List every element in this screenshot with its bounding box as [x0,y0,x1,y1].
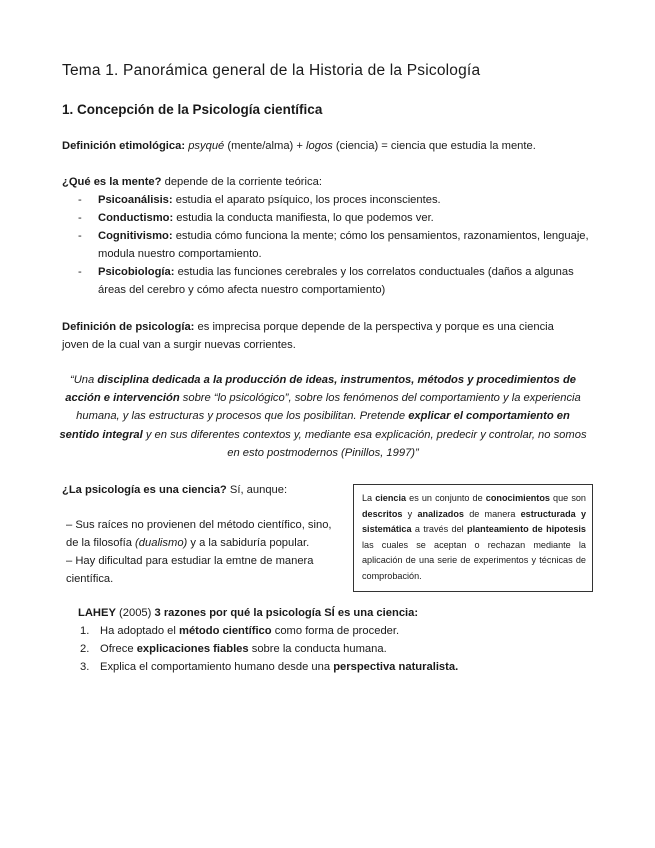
caveat-line-3: – Hay dificultad para estudiar la emtne de manera [66,555,314,567]
definition-text-1: es imprecisa porque depende de la perspectiva y porque es una ciencia [194,321,554,333]
box-text: de manera [463,508,521,519]
box-bold: descritos [362,508,403,519]
section-heading: 1. Concepción de la Psicología científica [62,102,323,117]
current-term: Cognitivismo: [98,230,173,242]
list-item [80,658,560,676]
etymology-label: Definición etimológica: [62,140,186,152]
quote-bold-1: disciplina dedicada a la producción de ideas, instrumentos, métodos y procedimientos de acción e intervención [65,374,577,405]
pinillos-quote [58,371,588,462]
reason-text: Ha adoptado el [100,625,179,637]
page-title: Tema 1. Panorámica general de la Historia de la Psicología [62,62,481,79]
reason-text-end: sobre la conducta humana. [248,643,387,655]
quote-text-2: sobre “lo psicológico”, sobre los fenómenos del comportamiento y la experiencia humana, y las estructuras y procesos que los posibilitan. Pretende [76,392,581,423]
caveat-line-4: científica. [66,573,114,585]
reason-bold: explicaciones fiables [136,643,249,655]
box-bold: ciencia [375,493,407,503]
reason-text-end: como forma de proceder. [271,625,400,637]
reason-text: Ofrece [100,643,137,655]
lahey-heading [78,604,418,622]
quote-text-1: “Una [69,374,98,386]
reason-bold: método científico [179,625,272,637]
box-text: es un conjunto de [406,493,486,503]
current-term: Psicoanálisis: [98,194,173,206]
science-answer: Sí, aunque: [226,484,288,496]
box-text: La [362,493,376,503]
list-item [80,640,560,658]
quote-bold-2: explicar el comportamiento en sentido integral [59,410,570,441]
quote-text-3: y en sus diferentes contextos y, mediante esa explicación, predecir y controlar, no somos en esto postmodernos (Pinillos, 1997)” [142,428,587,459]
current-text: estudia la conducta manifiesta, lo que podemos ver. [173,212,434,224]
lahey-claim: 3 razones por qué la psicología SÍ es una ciencia: [154,607,419,619]
box-text: que son [549,493,586,503]
reason-bold: perspectiva naturalista. [333,661,459,673]
reasons-list [80,622,560,676]
science-question-line [62,481,287,499]
definition-line-2: joven de la cual van a surgir nuevas corrientes. [62,339,296,351]
current-text: estudia cómo funciona la mente; cómo los pensamientos, razonamientos, lenguaje, modula nuestro comportamiento. [98,230,589,260]
current-text: estudia las funciones cerebrales y los correlatos conductuales (daños a algunas áreas del cerebro y cómo afecta nuestro comportamiento) [98,266,574,296]
box-text: a través del [411,524,468,535]
box-text: y [402,508,418,519]
caveat-line-2 [66,534,351,552]
reason-number: 2. [80,643,90,655]
caveat-text: de la filosofía [66,537,136,549]
science-caveats [66,516,351,588]
box-bold: analizados [417,508,464,519]
science-question: ¿La psicología es una ciencia? [62,484,227,496]
etymology-word-logos: logos [306,140,333,152]
current-term: Psicobiología: [98,266,175,278]
mind-question-text: depende de la corriente teórica: [161,176,322,188]
definition-line-1 [62,318,602,336]
etymology-text-1: (mente/alma) + [224,140,307,152]
box-text: las cuales se aceptan o rechazan mediante la aplicación de una serie de experimentos y técnicas de comprobación. [362,539,586,581]
list-item [78,227,598,263]
lahey-year: (2005) [115,607,155,619]
theoretical-currents-list [78,191,598,299]
mind-question-line [62,173,322,191]
caveat-dualism: (dualismo) [135,537,188,549]
reason-number: 3. [80,661,90,673]
lahey-author: LAHEY [78,607,116,619]
etymology-definition [62,137,536,155]
psychology-definition [62,318,602,354]
current-text: estudia el aparato psíquico, los proces inconscientes. [172,194,441,206]
reason-number: 1. [80,625,90,637]
box-bold: planteamiento de hipotesis [467,524,586,535]
etymology-text-2: (ciencia) = ciencia que estudia la mente. [332,140,536,152]
definition-label: Definición de psicología: [62,321,195,333]
caveat-line-1: – Sus raíces no provienen del método científico, sino, [66,519,332,531]
box-bold: conocimientos [485,493,550,503]
list-item [78,191,598,209]
list-item [80,622,560,640]
box-bold: estructurada y sistemática [362,508,587,535]
list-item [78,263,598,299]
etymology-word-psyque: psyqué [188,140,225,152]
mind-question: ¿Qué es la mente? [62,176,162,188]
science-definition-box [353,484,593,592]
list-item [78,209,598,227]
caveat-text-end: y a la sabiduría popular. [187,537,310,549]
reason-text: Explica el comportamiento humano desde una [100,661,334,673]
current-term: Conductismo: [98,212,174,224]
